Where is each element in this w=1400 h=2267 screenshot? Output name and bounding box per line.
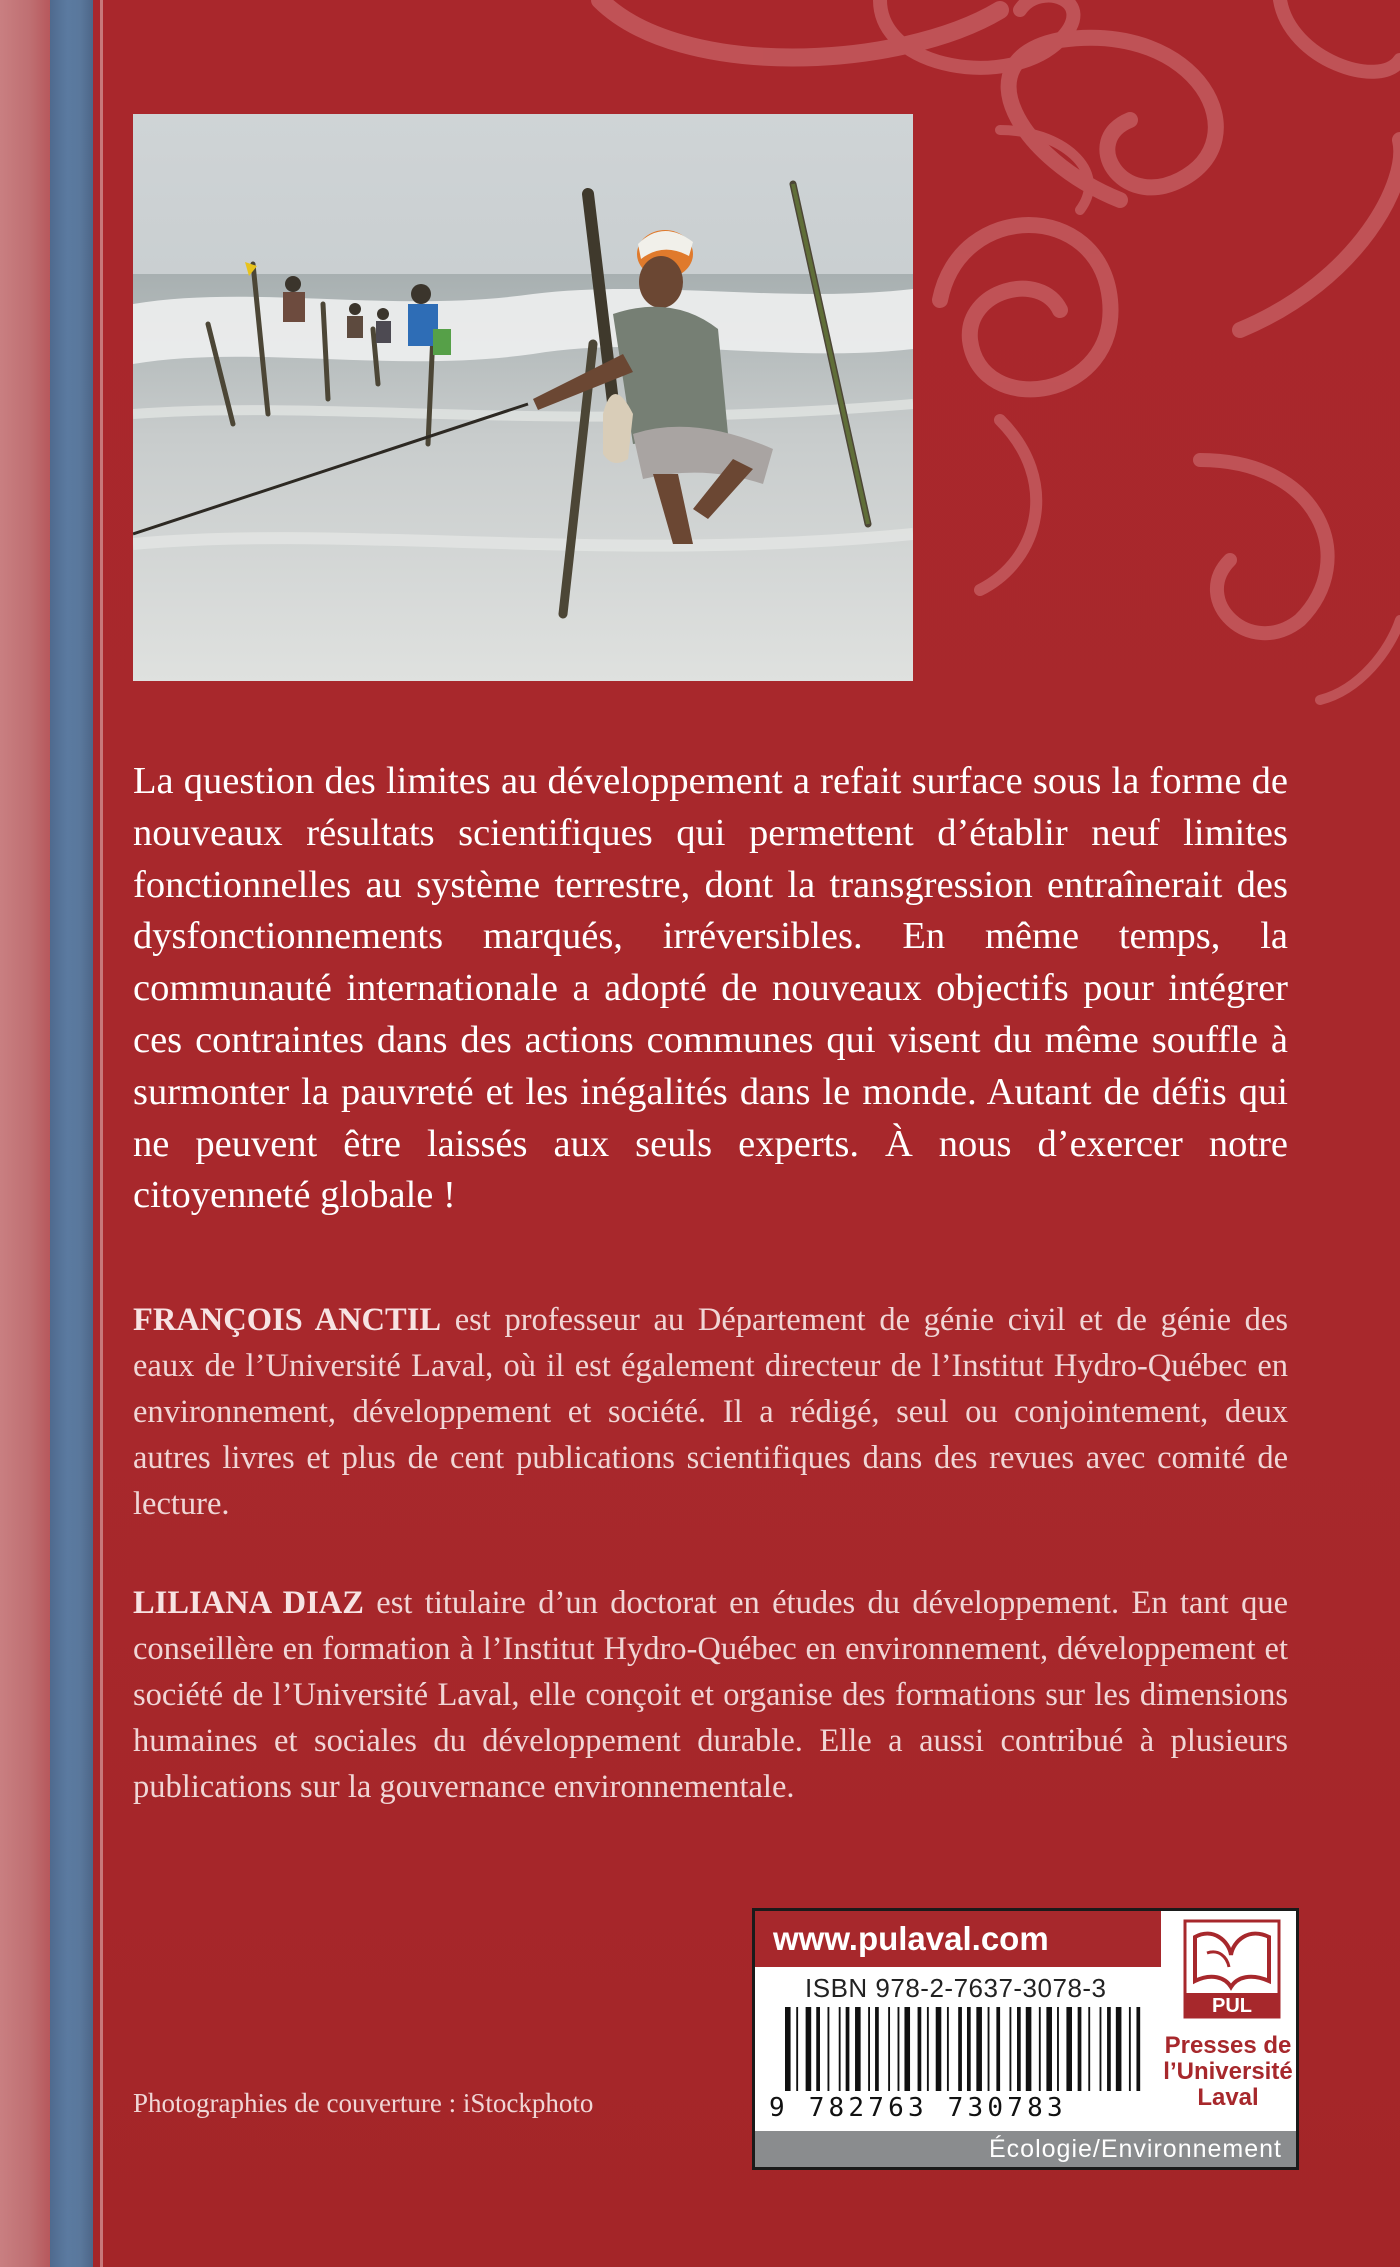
author-name: FRANÇOIS ANCTIL [133,1302,442,1338]
cover-photo [133,114,913,681]
author-name: LILIANA DIAZ [133,1585,364,1621]
photo-credit: Photographies de couverture : iStockphoto [133,2088,594,2118]
author-bio-text: est professeur au Département de génie civil et de génie des eaux de l’Université Laval, où il est également directeur de l’Institut Hydro-Québec en environnement, développement et société. Il a rédigé, seul ou conjointement, deux autres livres et plus de cent publications scientifiques dans des revues avec comité de lecture. [133,1302,1289,1522]
barcode-image [777,2007,1147,2091]
publisher-name-line: l’Université [1163,2058,1293,2085]
publisher-url: www.pulaval.com [755,1911,1161,1967]
author-bio-diaz [133,1580,1288,1810]
publisher-name [1155,2033,1301,2111]
author-bio-anctil [133,1297,1288,1527]
pul-logo-text: PUL [1212,1995,1252,2017]
author-bio-text: est titulaire d’un doctorat en études du développement. En tant que conseillère en formation à l’Institut Hydro-Québec en environnement, développement et société de l’Université Laval, elle conçoit et organise des formations sur les dimensions humaines et sociales du développement durable. Elle a aussi contribué à plusieurs publications sur la gouvernance environnementale. [133,1585,1288,1805]
pul-logo [1167,1911,1296,2036]
category-label: Écologie/Environnement [755,2131,1296,2167]
isbn-publisher-box [752,1908,1299,2170]
barcode-digits: 9 782763 730783 [769,2093,1067,2123]
isbn-number: ISBN 978-2-7637-3078-3 [805,1973,1107,2003]
publisher-name-line: Presses de [1164,2032,1292,2059]
publisher-name-line: Laval [1197,2084,1259,2111]
blurb-paragraph: La question des limites au développement a refait surface sous la forme de nouveaux résultats scientifiques qui permettent d’établir neuf limites fonctionnelles au système terrestre, dont la transgression entraînerait des dysfonctionnements marqués, irréversibles. En même temps, la communauté internationale a adopté de nouveaux objectifs pour intégrer ces contraintes dans des actions communes qui visent du même souffle à surmonter la pauvreté et les inégalités dans le monde. Autant de défis qui ne peuvent être laissés aux seuls experts. À nous d’exercer notre citoyenneté globale ! [133,760,1288,1217]
